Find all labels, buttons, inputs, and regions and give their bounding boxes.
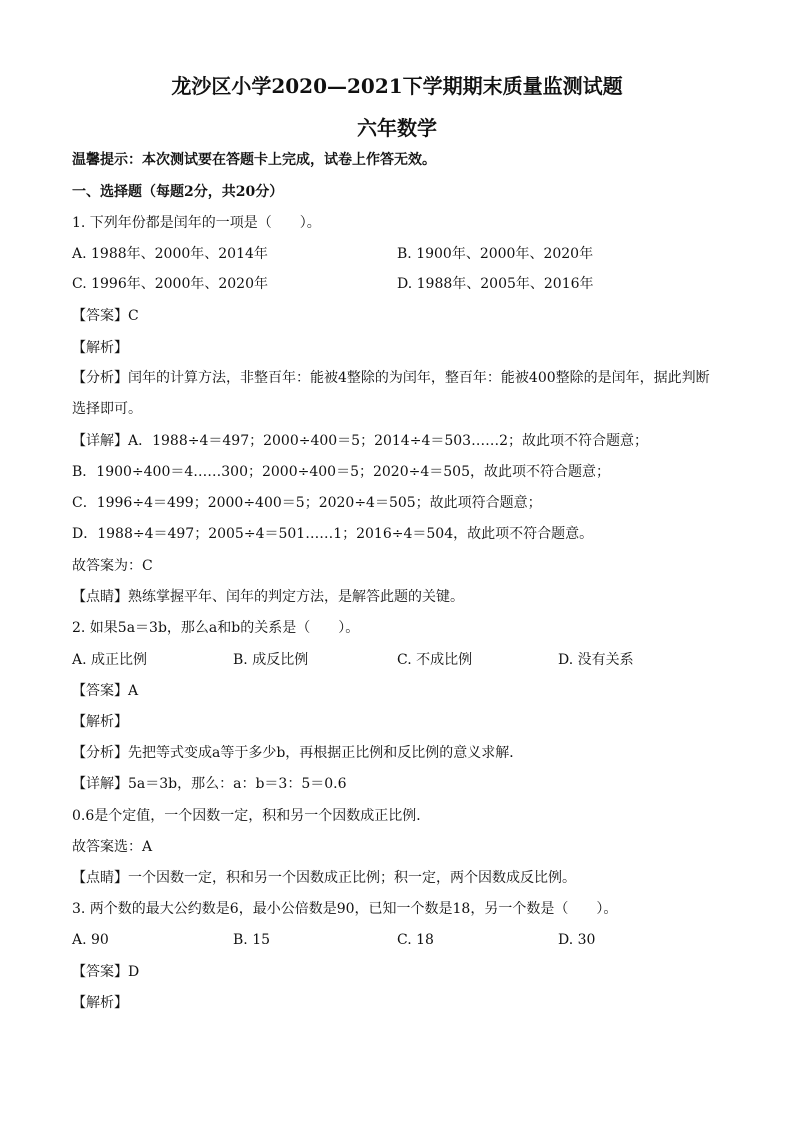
q3-answer: 【答案】D: [72, 964, 140, 980]
q2-option-d: D. 没有关系: [558, 652, 634, 668]
q1-fenxi-line1: 【分析】闰年的计算方法，非整百年：能被4整除的为闰年，整百年：能被400整除的是闰年，据此判断: [72, 370, 710, 386]
q1-option-a: A. 1988年、2000年、2014年: [72, 246, 268, 262]
section-heading: 一、选择题（每题2分，共20分）: [72, 184, 284, 200]
q3-jiexi: 【解析】: [72, 995, 128, 1011]
q2-option-a: A. 成正比例: [72, 652, 148, 668]
q2-fenxi: 【分析】先把等式变成a等于多少b，再根据正比例和反比例的意义求解．: [72, 745, 524, 761]
q1-answer: 【答案】C: [72, 308, 139, 324]
q1-xiangjie-a: 【详解】A．1988÷4＝497；2000÷400＝5；2014÷4＝503……2；故此项不符合题意；: [72, 433, 648, 449]
q1-xiangjie-c: C．1996÷4＝499；2000÷400＝5；2020÷4＝505；故此项符合题意；: [72, 495, 542, 511]
q3-stem: 3. 两个数的最大公约数是6，最小公倍数是90，已知一个数是18，另一个数是（ ）。: [72, 901, 618, 917]
q2-answer: 【答案】A: [72, 683, 139, 699]
q3-option-a: A. 90: [72, 932, 109, 948]
q3-option-d: D. 30: [558, 932, 596, 948]
q3-option-b: B. 15: [233, 932, 271, 948]
q1-option-d: D. 1988年、2005年、2016年: [397, 276, 594, 292]
notice: 温馨提示：本次测试要在答题卡上完成，试卷上作答无效。: [72, 152, 436, 168]
q2-xiangjie: 【详解】5a＝3b，那么：a：b＝3：5＝0.6: [72, 776, 347, 792]
q2-dianjing: 【点睛】一个因数一定，积和另一个因数成正比例；积一定，两个因数成反比例。: [72, 870, 576, 886]
page-title: 龙沙区小学2020—2021下学期期末质量监测试题: [171, 74, 623, 98]
q1-jiexi: 【解析】: [72, 340, 128, 356]
q2-extra: 0.6是个定值，一个因数一定，积和另一个因数成正比例．: [72, 808, 431, 824]
page-subtitle: 六年数学: [357, 116, 437, 140]
q1-stem: 1. 下列年份都是闰年的一项是（ ）。: [72, 215, 321, 231]
q1-option-b: B. 1900年、2000年、2020年: [397, 246, 594, 262]
q3-option-c: C. 18: [397, 932, 434, 948]
q2-jiexi: 【解析】: [72, 714, 128, 730]
q1-xiangjie-b: B．1900÷400＝4……300；2000÷400＝5；2020÷4＝505，故此项不符合题意；: [72, 464, 610, 480]
q1-final: 故答案为：C: [72, 558, 153, 574]
q2-option-c: C. 不成比例: [397, 652, 473, 668]
q1-option-c: C. 1996年、2000年、2020年: [72, 276, 268, 292]
q1-dianjing: 【点睛】熟练掌握平年、闰年的判定方法，是解答此题的关键。: [72, 589, 464, 605]
q1-fenxi-line2: 选择即可。: [72, 401, 142, 417]
q1-xiangjie-d: D．1988÷4＝497；2005÷4＝501……1；2016÷4＝504，故此项不符合题意。: [72, 526, 594, 542]
q2-option-b: B. 成反比例: [233, 652, 309, 668]
q2-final: 故答案选：A: [72, 839, 153, 855]
q2-stem: 2. 如果5a＝3b，那么a和b的关系是（ ）。: [72, 620, 360, 636]
